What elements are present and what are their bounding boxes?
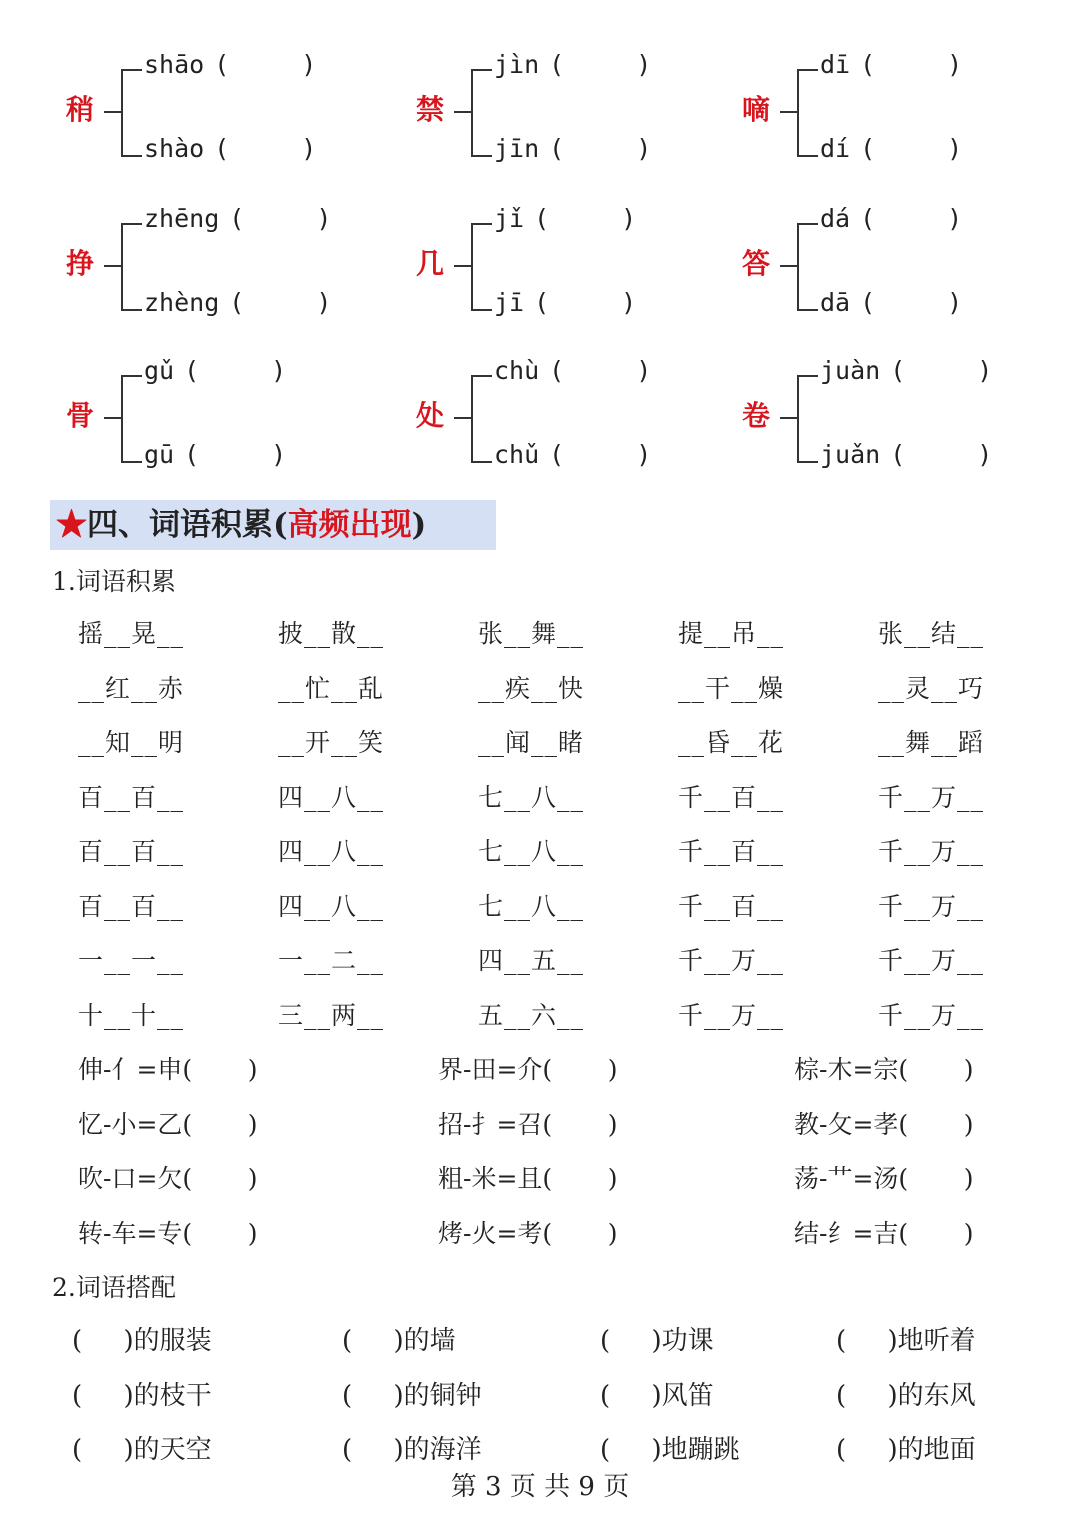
answer-blank: ( ) — [214, 134, 317, 163]
polyphone-item — [416, 356, 746, 496]
equation-item: 荡-艹=汤( ) — [794, 1164, 974, 1193]
subsection-1-title: 1.词语积累 — [52, 567, 176, 596]
brace-icon — [100, 220, 144, 320]
word-item: 千__百__ — [678, 891, 785, 921]
brace-icon — [450, 66, 494, 166]
match-row — [72, 1320, 1032, 1364]
answer-blank: ( ) — [534, 288, 637, 317]
brace-icon — [100, 372, 144, 472]
word-row — [78, 723, 1038, 767]
equation-row — [78, 1159, 1038, 1203]
pinyin-top — [820, 204, 962, 233]
pinyin-bottom — [144, 134, 316, 163]
word-row — [78, 941, 1038, 985]
section-title-close: ) — [411, 507, 427, 543]
polyphone-item — [742, 356, 1072, 496]
answer-blank: ( ) — [860, 134, 963, 163]
word-item: __疾__快 — [478, 673, 585, 703]
polyphone-char: 稍 — [66, 93, 95, 126]
word-item: __昏__花 — [678, 728, 785, 757]
polyphone-item — [66, 204, 396, 344]
pinyin-top — [494, 356, 651, 385]
answer-blank: ( ) — [184, 440, 287, 469]
pinyin-text: dā — [820, 288, 851, 317]
match-item: ( )的海洋 — [342, 1435, 482, 1465]
pinyin-top — [494, 204, 636, 233]
word-item: 七__八__ — [478, 891, 585, 921]
match-item: ( )地蹦跳 — [600, 1435, 740, 1465]
polyphone-char: 处 — [416, 399, 445, 432]
pinyin-text: juǎn — [820, 440, 881, 469]
word-item: 披__散__ — [278, 619, 385, 648]
word-item: __闻__睹 — [478, 728, 585, 757]
match-item: ( )风笛 — [600, 1380, 714, 1411]
word-item: 四__五__ — [478, 946, 585, 975]
match-item: ( )的墙 — [342, 1326, 456, 1356]
polyphone-char: 骨 — [66, 399, 95, 432]
word-row — [78, 887, 1038, 931]
pinyin-text: shāo — [144, 50, 205, 79]
word-item: 千__万__ — [878, 946, 985, 975]
section-title-highlight: 高频出现 — [287, 507, 412, 543]
equation-item: 烤-火=考( ) — [438, 1218, 618, 1248]
word-item: __忙__乱 — [278, 673, 385, 703]
pinyin-bottom — [820, 288, 962, 317]
pinyin-text: juàn — [820, 356, 881, 385]
match-item: ( )的服装 — [72, 1326, 212, 1356]
match-item: ( )的枝干 — [72, 1380, 212, 1411]
pinyin-bottom — [494, 440, 651, 469]
match-item: ( )功课 — [600, 1326, 714, 1356]
subsection-2-title: 2.词语搭配 — [52, 1273, 176, 1302]
word-item: 一__二__ — [278, 946, 385, 975]
word-item: 千__万__ — [878, 782, 985, 812]
equation-item: 粗-米=且( ) — [438, 1164, 618, 1193]
word-item: 四__八__ — [278, 837, 385, 866]
answer-blank: ( ) — [534, 204, 637, 233]
pinyin-text: gǔ — [144, 356, 175, 385]
equation-row — [78, 1105, 1038, 1149]
polyphone-item — [66, 356, 396, 496]
polyphone-char: 答 — [742, 247, 771, 280]
word-row — [78, 996, 1038, 1040]
pinyin-text: dá — [820, 204, 851, 233]
word-item: __知__明 — [78, 728, 185, 757]
equation-item: 教-攵=孝( ) — [794, 1109, 974, 1139]
word-item: 十__十__ — [78, 1000, 185, 1030]
pinyin-bottom — [494, 288, 636, 317]
pinyin-text: jǐ — [494, 204, 525, 233]
match-item: ( )地听着 — [836, 1326, 976, 1356]
word-item: 四__八__ — [278, 782, 385, 812]
polyphone-item — [742, 50, 1072, 190]
pinyin-text: jī — [494, 288, 525, 317]
word-item: 七__八__ — [478, 837, 585, 866]
section-title — [50, 500, 496, 550]
word-row — [78, 778, 1038, 822]
word-item: __干__燥 — [678, 673, 785, 703]
pinyin-text: chù — [494, 356, 540, 385]
match-item: ( )的铜钟 — [342, 1380, 482, 1411]
match-row — [72, 1375, 1032, 1419]
pinyin-text: jìn — [494, 50, 540, 79]
word-item: 一__一__ — [78, 946, 185, 975]
pinyin-top — [820, 50, 962, 79]
pinyin-text: jīn — [494, 134, 540, 163]
word-item: 张__舞__ — [478, 619, 585, 648]
equation-item: 忆-小=乙( ) — [78, 1109, 258, 1139]
answer-blank: ( ) — [549, 356, 652, 385]
equation-item: 棕-木=宗( ) — [794, 1055, 974, 1084]
answer-blank: ( ) — [549, 440, 652, 469]
polyphone-item — [742, 204, 1072, 344]
polyphone-char: 禁 — [416, 93, 445, 126]
answer-blank: ( ) — [184, 356, 287, 385]
word-item: 提__吊__ — [678, 619, 785, 648]
pinyin-bottom — [144, 288, 331, 317]
answer-blank: ( ) — [860, 288, 963, 317]
word-item: 千__百__ — [678, 782, 785, 812]
answer-blank: ( ) — [549, 134, 652, 163]
word-item: 四__八__ — [278, 891, 385, 921]
brace-icon — [100, 66, 144, 166]
pinyin-top — [144, 204, 331, 233]
polyphone-item — [416, 50, 746, 190]
answer-blank: ( ) — [229, 288, 332, 317]
answer-blank: ( ) — [890, 440, 993, 469]
word-item: 摇__晃__ — [78, 619, 185, 648]
pinyin-top — [820, 356, 992, 385]
pinyin-top — [494, 50, 651, 79]
pinyin-text: shào — [144, 134, 205, 163]
answer-blank: ( ) — [229, 204, 332, 233]
word-item: 千__万__ — [878, 837, 985, 866]
brace-icon — [450, 372, 494, 472]
match-item: ( )的东风 — [836, 1380, 976, 1411]
pinyin-text: gū — [144, 440, 175, 469]
pinyin-bottom — [144, 440, 286, 469]
equation-row — [78, 1214, 1038, 1258]
pinyin-top — [144, 50, 316, 79]
page-footer: 第 3 页 共 9 页 — [450, 1472, 630, 1502]
word-item: 千__百__ — [678, 837, 785, 866]
word-item: 千__万__ — [678, 1000, 785, 1030]
word-item: __开__笑 — [278, 728, 385, 757]
answer-blank: ( ) — [214, 50, 317, 79]
equation-item: 招-扌=召( ) — [438, 1109, 618, 1139]
word-item: 千__万__ — [678, 946, 785, 975]
brace-icon — [776, 372, 820, 472]
pinyin-text: dī — [820, 50, 851, 79]
word-row — [78, 614, 1038, 658]
equation-item: 界-田=介( ) — [438, 1055, 618, 1084]
section-title-text: 四、词语积累( — [87, 507, 288, 543]
word-item: __红__赤 — [78, 673, 185, 703]
equation-item: 转-车=专( ) — [78, 1218, 258, 1248]
answer-blank: ( ) — [860, 50, 963, 79]
equation-row — [78, 1050, 1038, 1094]
pinyin-bottom — [820, 134, 962, 163]
word-item: 三__两__ — [278, 1000, 385, 1030]
word-row — [78, 669, 1038, 713]
word-item: 七__八__ — [478, 782, 585, 812]
brace-icon — [776, 220, 820, 320]
pinyin-bottom — [820, 440, 992, 469]
equation-item: 伸-亻=申( ) — [78, 1055, 258, 1084]
pinyin-text: dí — [820, 134, 851, 163]
polyphone-char: 嘀 — [742, 93, 771, 126]
word-item: 千__万__ — [878, 1000, 985, 1030]
star-icon: ★ — [56, 507, 87, 543]
polyphone-item — [416, 204, 746, 344]
answer-blank: ( ) — [890, 356, 993, 385]
brace-icon — [450, 220, 494, 320]
word-item: 千__万__ — [878, 891, 985, 921]
brace-icon — [776, 66, 820, 166]
match-item: ( )的天空 — [72, 1435, 212, 1465]
polyphone-char: 卷 — [742, 399, 771, 432]
polyphone-item — [66, 50, 396, 190]
polyphone-char: 挣 — [66, 247, 95, 280]
pinyin-text: chǔ — [494, 440, 540, 469]
equation-item: 结-纟=吉( ) — [794, 1218, 974, 1248]
pinyin-text: zhēng — [144, 204, 220, 233]
word-item: 张__结__ — [878, 619, 985, 648]
polyphone-char: 几 — [416, 247, 445, 280]
word-item: 百__百__ — [78, 782, 185, 812]
word-row — [78, 832, 1038, 876]
pinyin-top — [144, 356, 286, 385]
word-item: __灵__巧 — [878, 673, 985, 703]
word-item: __舞__蹈 — [878, 728, 985, 757]
answer-blank: ( ) — [549, 50, 652, 79]
equation-item: 吹-口=欠( ) — [78, 1164, 258, 1193]
word-item: 百__百__ — [78, 837, 185, 866]
answer-blank: ( ) — [860, 204, 963, 233]
pinyin-text: zhèng — [144, 288, 220, 317]
word-item: 百__百__ — [78, 891, 185, 921]
match-item: ( )的地面 — [836, 1435, 976, 1465]
pinyin-bottom — [494, 134, 651, 163]
word-item: 五__六__ — [478, 1000, 585, 1030]
